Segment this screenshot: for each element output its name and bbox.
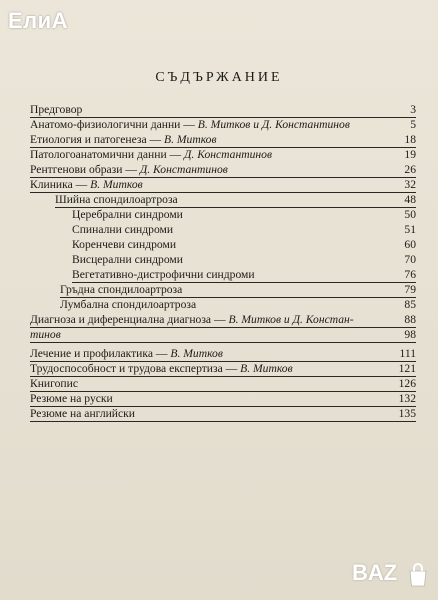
toc-row [72, 268, 416, 283]
toc-title: Вегетативно-дистрофични синдроми [72, 268, 255, 281]
toc-row [30, 148, 416, 162]
toc-title: Рентгенови образи — Д. Константинов [30, 163, 228, 176]
toc-title: Гръдна спондилоартроза [60, 283, 183, 296]
toc-page: 79 [404, 283, 416, 296]
toc-title: Анатомо-физиологични данни — В. Митков и Д. Константинов [30, 118, 350, 131]
toc-page: 111 [399, 347, 416, 360]
toc-page: 76 [404, 268, 416, 281]
toc-row [30, 313, 416, 328]
watermark-logo [352, 560, 432, 594]
toc-title: Книгопис [30, 377, 78, 390]
toc-page: 18 [404, 133, 416, 146]
toc-row [72, 223, 416, 237]
toc-title: Шийна спондилоартроза [55, 193, 178, 206]
toc-title: Церебрални синдроми [72, 208, 183, 221]
toc-title: Резюме на английски [30, 407, 135, 420]
toc-row [30, 103, 416, 118]
watermark-top: ЕлиА [8, 8, 69, 33]
toc-row [30, 407, 416, 422]
toc-page: 70 [404, 253, 416, 266]
toc-title: Трудоспособност и трудова експертиза — В. Митков [30, 362, 293, 375]
toc-page: 19 [404, 148, 416, 161]
toc-row [30, 328, 416, 343]
toc-title: Висцерални синдроми [72, 253, 183, 266]
toc-row [30, 377, 416, 392]
toc-title: тинов [30, 328, 61, 341]
toc-page: 5 [410, 118, 416, 131]
toc-row [30, 392, 416, 407]
toc-row [30, 118, 416, 132]
toc-title: Спинални синдроми [72, 223, 174, 236]
toc-row [30, 133, 416, 148]
toc-page: 135 [398, 407, 416, 420]
toc-row [30, 347, 416, 362]
toc-title: Диагноза и диференциална диагноза — В. Митков и Д. Констан- [30, 313, 354, 326]
toc-title: Резюме на руски [30, 392, 113, 405]
watermark-bottom: BAZ [352, 560, 398, 585]
toc-page: 48 [404, 193, 416, 206]
toc-page: 85 [404, 298, 416, 311]
toc-row [72, 208, 416, 222]
toc-title: Клиника — В. Митков [30, 178, 143, 191]
toc-row [55, 193, 416, 208]
toc-row [30, 163, 416, 178]
toc-page: 3 [410, 103, 416, 116]
toc-title: Предговор [30, 103, 83, 116]
toc-title: Патологоанатомични данни — Д. Константинов [30, 148, 272, 161]
toc-page: 121 [398, 362, 416, 375]
toc-row [30, 362, 416, 377]
toc-row [30, 178, 416, 193]
toc-page: 98 [404, 328, 416, 341]
toc-title: Коренчеви синдроми [72, 238, 177, 251]
toc-page: 51 [404, 223, 416, 236]
bag-icon [406, 562, 430, 588]
toc-page: 88 [404, 313, 416, 326]
toc-page: 126 [398, 377, 416, 390]
toc-title: Лечение и профилактика — В. Митков [30, 347, 223, 360]
toc-page: 32 [404, 178, 416, 191]
page-title: СЪДЪРЖАНИЕ [155, 70, 283, 85]
toc-title: Етиология и патогенеза — В. Митков [30, 133, 217, 146]
toc-page: 132 [398, 392, 416, 405]
toc-page: 50 [404, 208, 416, 221]
toc-row [72, 253, 416, 267]
toc-page: 60 [404, 238, 416, 251]
toc-row [60, 283, 416, 298]
toc-row [60, 298, 416, 312]
toc-row [72, 238, 416, 252]
toc-title: Лумбална спондилоартроза [60, 298, 197, 311]
toc-page: 26 [404, 163, 416, 176]
